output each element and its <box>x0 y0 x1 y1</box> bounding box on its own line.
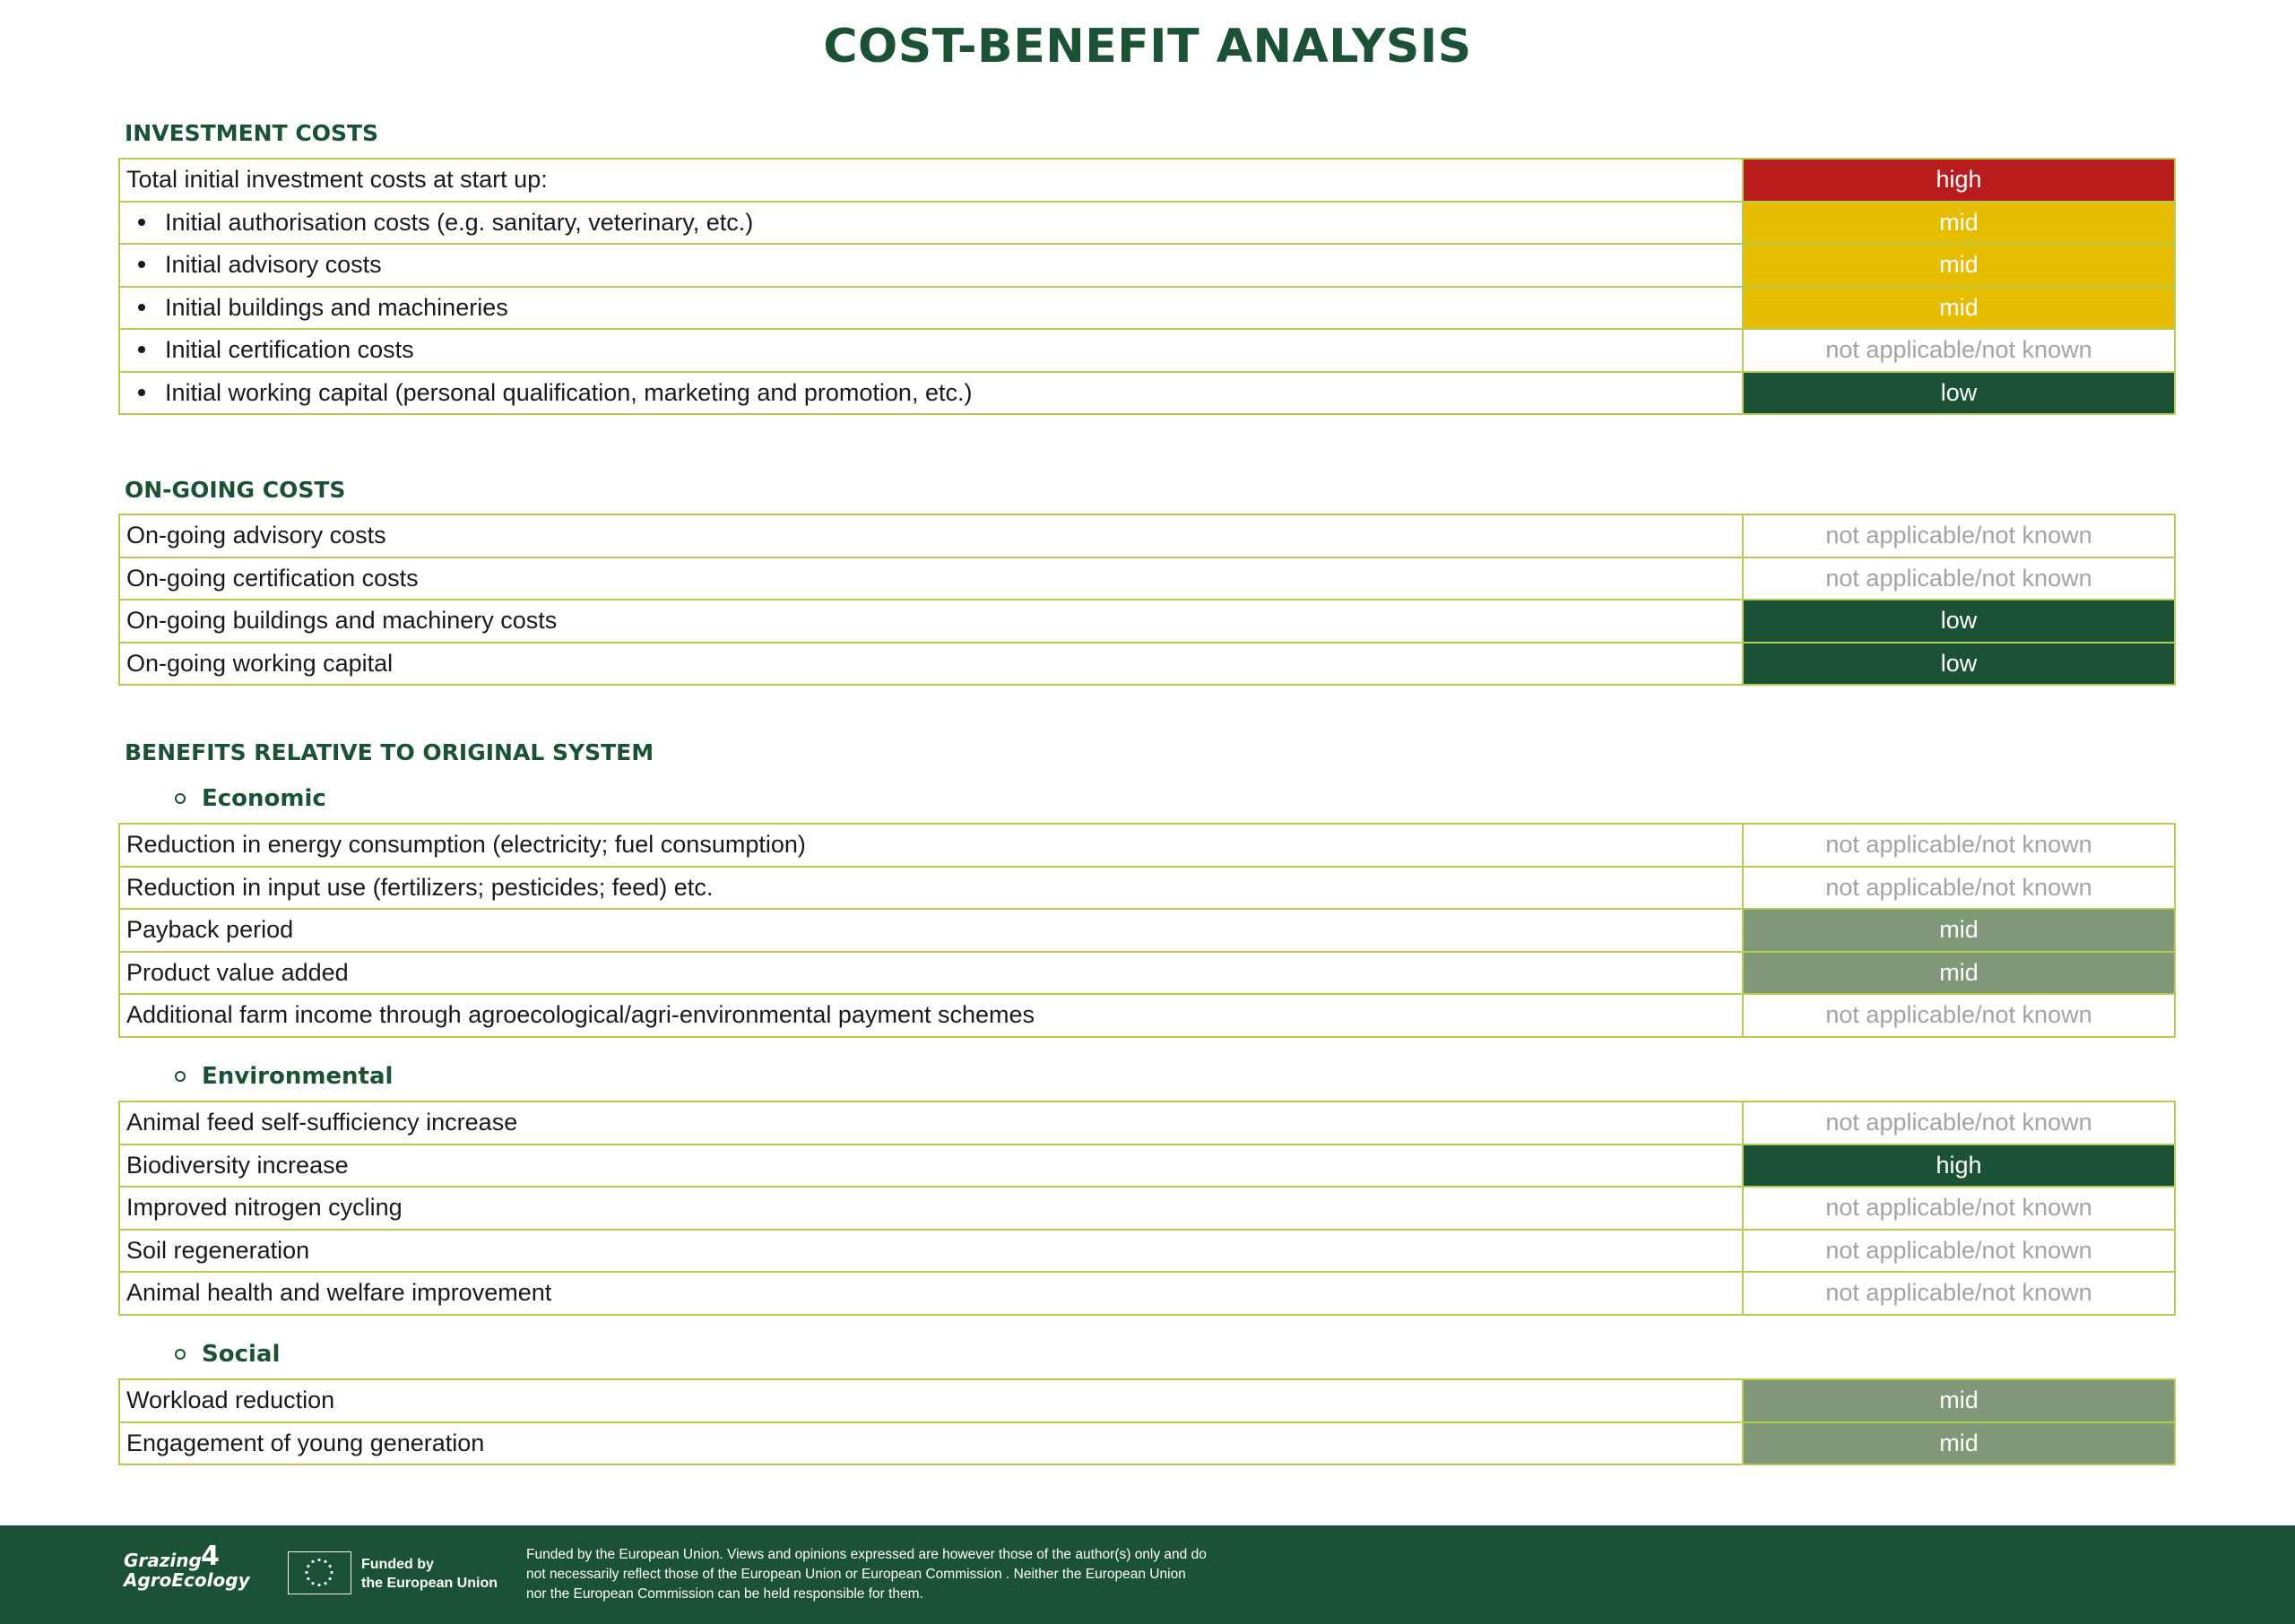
row-label-text: On-going working capital <box>126 649 394 677</box>
eu-star-icon <box>329 1577 332 1580</box>
footer <box>0 1525 2295 1624</box>
table-row <box>119 514 2175 557</box>
row-label <box>119 1145 1743 1188</box>
table-row <box>119 994 2175 1037</box>
table-row <box>119 1379 2175 1422</box>
rating-cell: mid <box>1743 244 2175 287</box>
rating-cell: not applicable/not known <box>1743 514 2175 557</box>
rating-cell: mid <box>1743 909 2175 952</box>
table-row <box>119 329 2175 372</box>
logo-line-1: Grazing <box>124 1550 202 1571</box>
table-row <box>119 372 2175 415</box>
row-label-text: Payback period <box>126 916 294 944</box>
rating-cell: not applicable/not known <box>1743 329 2175 372</box>
eu-star-icon <box>307 1565 309 1568</box>
row-label-text: On-going buildings and machinery costs <box>126 607 558 635</box>
rating-cell: high <box>1743 1145 2175 1188</box>
table-row <box>119 202 2175 245</box>
row-label <box>119 1101 1743 1145</box>
eu-stars-icon <box>289 1552 350 1593</box>
row-label <box>119 952 1743 995</box>
bullet-dot-icon <box>138 389 145 396</box>
row-label <box>119 1187 1743 1230</box>
row-label-text: Soil regeneration <box>126 1236 310 1264</box>
rating-cell: not applicable/not known <box>1743 557 2175 600</box>
grazing-agroecology-logo <box>124 1541 250 1591</box>
circle-bullet-icon <box>175 1071 186 1082</box>
row-label-text: Total initial investment costs at start up: <box>126 166 548 194</box>
table-row <box>119 1422 2175 1465</box>
row-label-text: On-going certification costs <box>126 564 419 592</box>
row-label <box>119 1272 1743 1315</box>
table-row <box>119 1272 2175 1315</box>
eu-flag-icon <box>288 1551 351 1594</box>
row-label <box>119 867 1743 910</box>
eu-star-icon <box>324 1560 326 1563</box>
logo-line-2: AgroEcology <box>124 1569 250 1591</box>
row-label-text: Biodiversity increase <box>126 1151 349 1179</box>
circle-bullet-icon <box>175 1349 186 1360</box>
table-row <box>119 824 2175 867</box>
investment-costs-table <box>118 158 2176 415</box>
table-row <box>119 909 2175 952</box>
row-label <box>119 159 1743 202</box>
row-label-text: Initial buildings and machineries <box>165 293 508 321</box>
rating-cell: not applicable/not known <box>1743 1230 2175 1273</box>
row-label <box>119 600 1743 643</box>
bullet-dot-icon <box>138 304 145 311</box>
row-label-text: Initial certification costs <box>165 336 414 364</box>
eu-line-2: the European Union <box>361 1576 498 1591</box>
row-label-text: Reduction in input use (fertilizers; pesticides; feed) etc. <box>126 873 714 901</box>
eu-disclaimer: Funded by the European Union. Views and opinions expressed are however those of the author(s) only and do not necessarily reflect those of the European Union or European Commission . Neither the European Union nor the European Commission can be held responsible for them. <box>526 1547 1207 1602</box>
row-label-text: Product value added <box>126 958 349 986</box>
eu-star-icon <box>324 1582 326 1585</box>
table-row <box>119 159 2175 202</box>
row-label-text: Reduction in energy consumption (electricity; fuel consumption) <box>126 831 806 859</box>
economic-benefits-table <box>118 823 2176 1038</box>
rating-cell: low <box>1743 643 2175 686</box>
eu-line-1: Funded by <box>361 1557 434 1572</box>
row-label <box>119 909 1743 952</box>
eu-star-icon <box>317 1559 320 1561</box>
benefits-heading: BENEFITS RELATIVE TO ORIGINAL SYSTEM <box>125 739 654 765</box>
bullet-dot-icon <box>138 261 145 268</box>
rating-cell: not applicable/not known <box>1743 994 2175 1037</box>
table-row <box>119 1230 2175 1273</box>
table-row <box>119 952 2175 995</box>
row-label <box>119 1379 1743 1422</box>
rating-cell: high <box>1743 159 2175 202</box>
economic-subheading <box>175 785 326 812</box>
table-row <box>119 600 2175 643</box>
ongoing-costs-heading: ON-GOING COSTS <box>125 477 346 503</box>
page-title: COST-BENEFIT ANALYSIS <box>823 20 1472 73</box>
row-label <box>119 643 1743 686</box>
table-row <box>119 1187 2175 1230</box>
logo-suffix: 4 <box>201 1541 220 1572</box>
bullet-dot-icon <box>138 346 145 353</box>
rating-cell: not applicable/not known <box>1743 1187 2175 1230</box>
rating-cell: mid <box>1743 952 2175 995</box>
social-subheading <box>175 1341 280 1368</box>
rating-cell: mid <box>1743 1379 2175 1422</box>
eu-star-icon <box>317 1584 320 1586</box>
row-label-text: Engagement of young generation <box>126 1429 485 1456</box>
table-row <box>119 244 2175 287</box>
row-label <box>119 824 1743 867</box>
rating-cell: low <box>1743 600 2175 643</box>
eu-funding-label <box>361 1555 498 1593</box>
circle-bullet-icon <box>175 793 186 804</box>
social-subheading-label: Social <box>202 1341 281 1368</box>
eu-star-icon <box>305 1571 307 1574</box>
table-row <box>119 287 2175 330</box>
eu-star-icon <box>311 1560 314 1563</box>
row-label <box>119 244 1743 287</box>
row-label-text: Initial authorisation costs (e.g. sanitary, veterinary, etc.) <box>165 208 754 236</box>
table-row <box>119 643 2175 686</box>
environmental-subheading-label: Environmental <box>202 1063 394 1090</box>
table-row <box>119 1101 2175 1145</box>
rating-cell: not applicable/not known <box>1743 1272 2175 1315</box>
row-label <box>119 202 1743 245</box>
economic-subheading-label: Economic <box>202 785 326 812</box>
eu-star-icon <box>307 1577 309 1580</box>
rating-cell: not applicable/not known <box>1743 1101 2175 1145</box>
table-row <box>119 867 2175 910</box>
environmental-subheading <box>175 1063 393 1090</box>
row-label <box>119 994 1743 1037</box>
environmental-benefits-table <box>118 1101 2176 1316</box>
bullet-dot-icon <box>138 219 145 226</box>
row-label-text: Animal feed self-sufficiency increase <box>126 1109 518 1136</box>
rating-cell: not applicable/not known <box>1743 824 2175 867</box>
row-label-text: Initial advisory costs <box>165 251 382 279</box>
eu-star-icon <box>330 1571 333 1574</box>
row-label <box>119 287 1743 330</box>
rating-cell: mid <box>1743 287 2175 330</box>
row-label-text: Initial working capital (personal qualification, marketing and promotion, etc.) <box>165 378 973 406</box>
rating-cell: low <box>1743 372 2175 415</box>
social-benefits-table <box>118 1378 2176 1465</box>
row-label <box>119 1422 1743 1465</box>
row-label <box>119 372 1743 415</box>
row-label-text: Workload reduction <box>126 1386 335 1414</box>
table-row <box>119 1145 2175 1188</box>
eu-star-icon <box>311 1582 314 1585</box>
rating-cell: mid <box>1743 202 2175 245</box>
ongoing-costs-table <box>118 514 2176 686</box>
investment-costs-heading: INVESTMENT COSTS <box>125 120 379 146</box>
row-label-text: Animal health and welfare improvement <box>126 1279 552 1307</box>
rating-cell: not applicable/not known <box>1743 867 2175 910</box>
row-label <box>119 329 1743 372</box>
row-label <box>119 514 1743 557</box>
row-label <box>119 557 1743 600</box>
row-label-text: Improved nitrogen cycling <box>126 1194 403 1222</box>
row-label-text: Additional farm income through agroecological/agri-environmental payment schemes <box>126 1001 1035 1029</box>
eu-star-icon <box>329 1565 332 1568</box>
row-label-text: On-going advisory costs <box>126 522 386 549</box>
rating-cell: mid <box>1743 1422 2175 1465</box>
table-row <box>119 557 2175 600</box>
row-label <box>119 1230 1743 1273</box>
